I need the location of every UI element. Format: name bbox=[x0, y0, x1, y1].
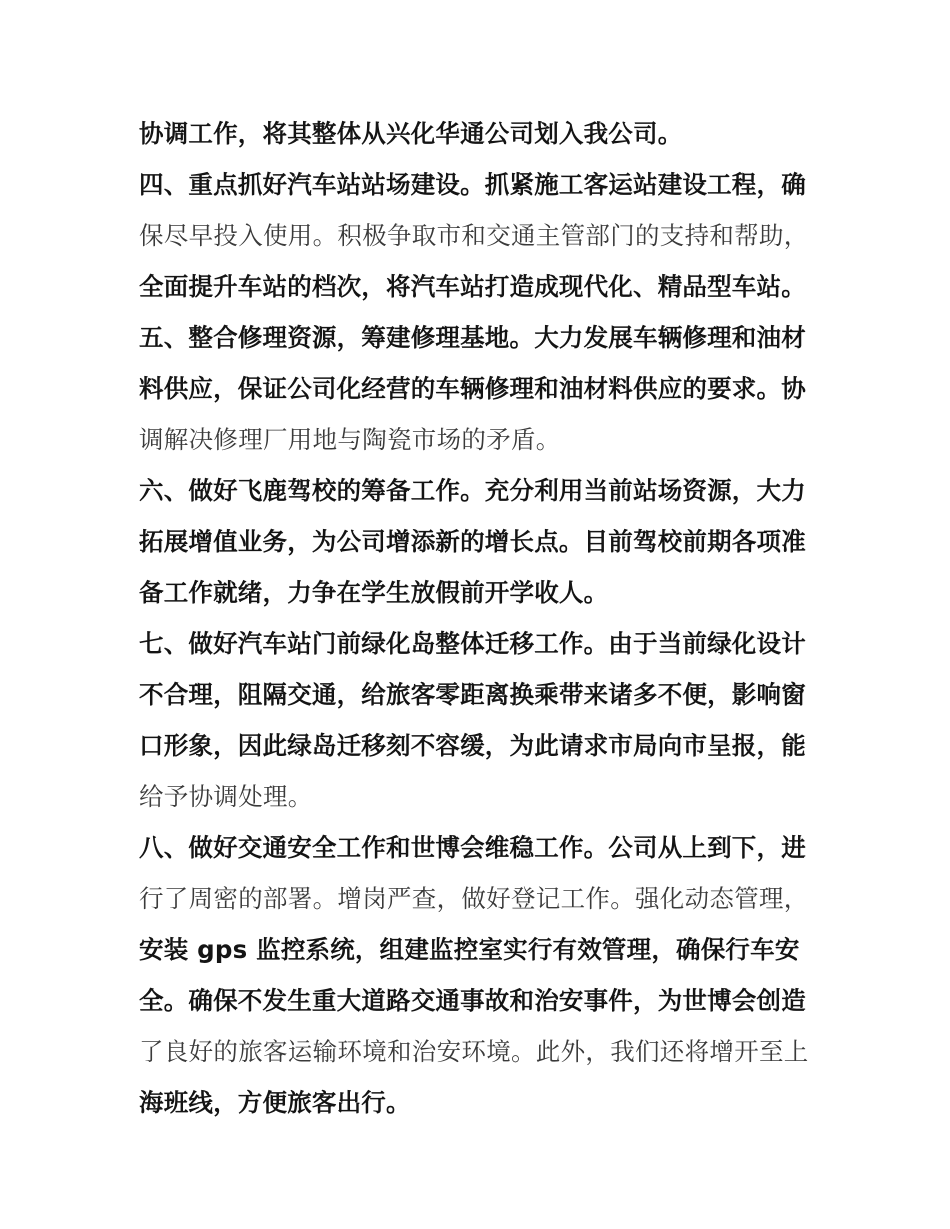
text-line: 五、整合修理资源，筹建修理基地。大力发展车辆修理和油材 bbox=[139, 323, 806, 352]
text-line: 六、做好飞鹿驾校的筹备工作。充分利用当前站场资源，大力 bbox=[139, 476, 806, 505]
text-line: 保尽早投入使用。积极争取市和交通主管部门的支持和帮助， bbox=[139, 221, 809, 250]
text-line: 四、重点抓好汽车站站场建设。抓紧施工客运站建设工程，确 bbox=[139, 170, 806, 199]
text-line: 不合理，阻隔交通，给旅客零距离换乘带来诸多不便，影响窗 bbox=[139, 680, 806, 709]
text-line: 口形象，因此绿岛迁移刻不容缓，为此请求市局向市呈报，能 bbox=[139, 731, 806, 760]
text-line: 协调工作，将其整体从兴化华通公司划入我公司。 bbox=[139, 119, 683, 148]
body-text bbox=[139, 108, 819, 1128]
text-line: 调解决修理厂用地与陶瓷市场的矛盾。 bbox=[139, 425, 561, 454]
text-line: 备工作就绪，力争在学生放假前开学收人。 bbox=[139, 578, 609, 607]
text-line: 行了周密的部署。增岗严查，做好登记工作。强化动态管理， bbox=[139, 884, 809, 913]
text-line: 全。确保不发生重大道路交通事故和治安事件，为世博会创造 bbox=[139, 986, 806, 1015]
text-line: 拓展增值业务，为公司增添新的增长点。目前驾校前期各项准 bbox=[139, 527, 806, 556]
text-line: 七、做好汽车站门前绿化岛整体迁移工作。由于当前绿化设计 bbox=[139, 629, 806, 658]
text-line: 给予协调处理。 bbox=[139, 782, 313, 811]
text-line: 海班线，方便旅客出行。 bbox=[139, 1088, 411, 1117]
text-line: 安装 gps 监控系统，组建监控室实行有效管理，确保行车安 bbox=[139, 935, 800, 964]
text-line: 料供应，保证公司化经营的车辆修理和油材料供应的要求。协 bbox=[139, 374, 806, 403]
text-line: 全面提升车站的档次，将汽车站打造成现代化、精品型车站。 bbox=[139, 272, 806, 301]
text-line: 八、做好交通安全工作和世博会维稳工作。公司从上到下，进 bbox=[139, 833, 806, 862]
text-line: 了良好的旅客运输环境和治安环境。此外，我们还将增开至上 bbox=[139, 1037, 809, 1066]
